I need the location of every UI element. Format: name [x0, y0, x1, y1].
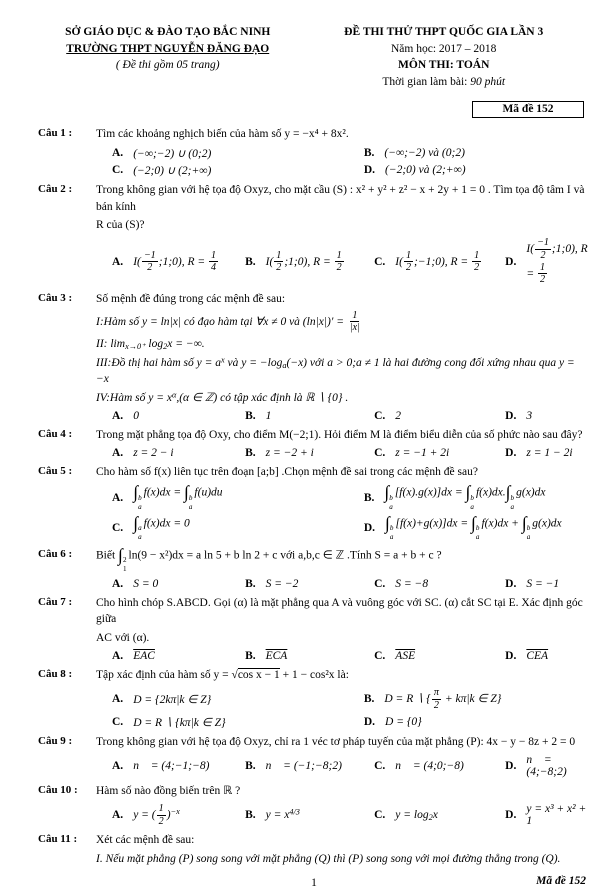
question-stem-line: I:Hàm số y = ln|x| có đạo hàm tại ∀x ≠ 0 và (ln|x|)′ = $\frac{1}{|x|}$: [96, 309, 360, 334]
option-letter: A.: [112, 146, 124, 159]
option-text: z = −1 + 2i: [395, 447, 450, 460]
option-letter: C.: [374, 577, 386, 590]
question-number: Câu 6 :: [38, 547, 73, 560]
option-text: (−∞;−2) ∪ (0;2): [133, 147, 212, 160]
option-text: ∫ a a f(x)dx = 0: [133, 512, 190, 541]
question-stem-line: Cho hàm số f(x) liên tục trên đoạn [a;b] .Chọn mệnh đề sai trong các mệnh đề sau?: [96, 466, 478, 479]
duration-line: [297, 74, 590, 91]
question-8: [38, 667, 590, 730]
option-a: [96, 144, 348, 161]
option-c: [96, 713, 348, 730]
header-left: [38, 24, 297, 91]
option-letter: C.: [374, 759, 386, 772]
option-a: [96, 236, 229, 288]
option-text: (−2;0) và (2;+∞): [385, 163, 466, 176]
option-letter: B.: [245, 809, 256, 822]
option-c: [96, 513, 348, 543]
option-letter: A.: [112, 255, 124, 268]
option-letter: D.: [505, 447, 517, 460]
pages-note: ( Đề thi gồm 05 trang): [115, 59, 220, 72]
question-10: [38, 783, 590, 829]
question-6: [38, 544, 590, 591]
option-text: $\overline{EAC}$: [133, 650, 155, 663]
option-letter: D.: [505, 759, 517, 772]
question-2: [38, 182, 590, 288]
option-letter: A.: [112, 759, 124, 772]
option-d: [489, 801, 590, 828]
school-name: TRƯỜNG THPT NGUYỄN ĐĂNG ĐẠO: [66, 42, 270, 55]
question-stem-line: Trong không gian với hệ tọa độ Oxyz, cho mặt cầu (S) : x² + y² + z² − x + 2y + 1 = 0 . Tìm tọa độ tâm I và bán kính: [96, 183, 585, 213]
option-letter: A.: [112, 693, 124, 706]
option-text: y = x³ + x² + 1: [526, 803, 587, 828]
option-letter: C.: [112, 522, 124, 535]
question-stem-line: Trong không gian với hệ tọa độ Oxyz, chỉ ra 1 véc tơ pháp tuyến của mặt phẳng (P): 4x − y − 8z + 2 = 0: [96, 735, 576, 748]
option-letter: C.: [112, 163, 124, 176]
school-year: Năm học: 2017 – 2018: [391, 42, 497, 55]
option-d: [489, 409, 590, 424]
option-text: $y = \log_2x$: [395, 809, 438, 823]
option-text: D = {0}: [385, 715, 422, 728]
option-d: [489, 752, 590, 779]
footer-page-number: 1: [311, 877, 317, 890]
option-d: [489, 446, 590, 461]
option-c: [358, 409, 489, 424]
question-9: [38, 734, 590, 780]
question-number: Câu 3 :: [38, 291, 73, 304]
question-7: [38, 595, 590, 664]
option-text: (−2;0) ∪ (2;+∞): [133, 164, 212, 177]
duration-label: Thời gian làm bài:: [382, 76, 471, 89]
option-a: [96, 686, 348, 713]
option-b: [229, 446, 358, 461]
question-stem-line: I. Nếu mặt phẳng (P) song song với mặt phẳng (Q) thì (P) song song với mọi đường thẳng trong (Q).: [96, 852, 561, 865]
option-text: n⃗ = (−1;−8;2): [265, 759, 342, 772]
department-name: SỞ GIÁO DỤC & ĐÀO TẠO BẮC NINH: [65, 26, 271, 38]
question-number: Câu 9 :: [38, 734, 73, 747]
option-letter: C.: [112, 715, 124, 728]
question-stem-line: Tập xác định của hàm số y = √cos x − 1 + 1 − cos²x là:: [96, 669, 349, 682]
option-c: [358, 446, 489, 461]
option-letter: B.: [245, 759, 256, 772]
option-text: S = −8: [395, 577, 429, 590]
option-letter: C.: [374, 809, 386, 822]
question-stem-line: Biết ∫ 2 1 ln(9 − x²)dx = a ln 5 + b ln 2 + c với a,b,c ∈ ℤ .Tính S = a + b + c ?: [96, 544, 442, 574]
option-text: S = 0: [133, 577, 159, 590]
question-11: [38, 832, 590, 869]
option-c: [96, 161, 348, 178]
option-d: [489, 576, 590, 591]
option-b: [229, 236, 358, 288]
option-text: I( $\frac{-1}{2}$ ;1;0), R = $\frac{1}{4}$: [133, 249, 217, 274]
footer: [38, 873, 590, 891]
option-letter: B.: [245, 255, 256, 268]
question-3: [38, 291, 590, 424]
option-text: D = R ∖ { $\frac{\pi}{2}$ + kπ|k ∈ Z}: [384, 687, 502, 711]
question-stem-line: Trong mặt phẳng tọa độ Oxy, cho điểm M(−2;1). Hỏi điểm M là điểm biểu diễn của số phức nào sau đây?: [96, 429, 583, 442]
option-letter: A.: [112, 447, 124, 460]
option-text: ∫ b a [f(x).g(x)]dx = ∫ b a f(x)dx.∫ b a g(x)dx: [384, 482, 546, 511]
question-stem-line: II: $\lim_{x\to 0^+} \log_2x$ = −∞.: [96, 337, 205, 351]
option-b: [348, 483, 590, 513]
option-letter: D.: [505, 650, 517, 663]
option-c: [358, 576, 489, 591]
question-list: [38, 126, 590, 873]
option-text: z = −2 + i: [265, 447, 314, 460]
option-letter: C.: [374, 447, 386, 460]
option-text: I( $\frac{1}{2}$ ;1;0), R = $\frac{1}{2}$: [265, 249, 342, 274]
option-text: ∫ b a f(x)dx = ∫ b a f(u)du: [133, 482, 223, 511]
option-b: [229, 576, 358, 591]
option-text: ∫ b a [f(x)+g(x)]dx = ∫ b a f(x)dx + ∫ b a g(x)dx: [385, 512, 562, 541]
option-d: [348, 713, 590, 730]
option-text: y = ( $\frac{1}{2}$ )$^{-x}$: [133, 802, 180, 827]
option-letter: B.: [245, 650, 256, 663]
duration-value: 90 phút: [470, 76, 506, 89]
question-stem-line: IV:Hàm số $y = x^\alpha,(\alpha$ ∈ ℤ) có tập xác định là ℝ ∖ {0} .: [96, 390, 349, 404]
option-letter: A.: [112, 410, 124, 423]
option-text: z = 2 − i: [133, 447, 174, 460]
question-number: Câu 2 :: [38, 182, 73, 195]
header-right: [297, 24, 590, 91]
option-text: $\overline{CEA}$: [526, 650, 549, 663]
option-letter: D.: [505, 410, 517, 423]
exam-code-box: Mã đề 152: [472, 101, 584, 118]
option-letter: A.: [112, 492, 124, 505]
option-letter: B.: [245, 447, 256, 460]
option-letter: D.: [505, 809, 517, 822]
option-text: 1: [265, 410, 272, 423]
option-text: S = −2: [265, 577, 299, 590]
question-stem-line: Cho hình chóp S.ABCD. Gọi (α) là mặt phẳng qua A và vuông góc với SC. (α) cắt SC tại E. Xác định góc giữa: [96, 596, 583, 626]
question-stem-line: AC với (α).: [96, 631, 150, 644]
option-text: $\overline{ECA}$: [265, 650, 288, 663]
option-text: n⃗ = (4;−8;2): [526, 753, 567, 778]
question-number: Câu 1 :: [38, 126, 73, 139]
option-text: 0: [133, 410, 139, 423]
option-b: [229, 752, 358, 779]
option-text: $\overline{ASE}$: [395, 650, 416, 663]
option-letter: A.: [112, 650, 124, 663]
option-a: [96, 409, 229, 424]
option-b: [348, 686, 590, 713]
option-a: [96, 576, 229, 591]
option-d: [348, 513, 590, 543]
question-stem-line: III:Đồ thị hai hàm số $y = a^x$ và $y = -\log_a(-x)$ với a > 0;a ≠ 1 là hai đường cong đối xứng nhau qua y = −x: [96, 354, 575, 386]
option-a: [96, 752, 229, 779]
question-stem-line: Hàm số nào đồng biến trên ℝ ?: [96, 784, 241, 797]
option-letter: A.: [112, 577, 124, 590]
option-d: [489, 649, 590, 664]
option-text: D = {2kπ|k ∈ Z}: [133, 694, 212, 707]
question-number: Câu 5 :: [38, 465, 73, 478]
question-stem-line: Số mệnh đề đúng trong các mệnh đề sau:: [96, 292, 286, 305]
option-a: [96, 446, 229, 461]
option-text: (−∞;−2) và (0;2): [384, 146, 465, 159]
option-b: [229, 649, 358, 664]
question-stem-line: R của (S)?: [96, 219, 145, 232]
option-c: [358, 649, 489, 664]
option-text: I( $\frac{-1}{2}$ ;1;0), R = $\frac{1}{2}$: [526, 237, 588, 286]
question-4: [38, 427, 590, 461]
option-c: [358, 236, 489, 288]
option-b: [229, 801, 358, 828]
option-letter: B.: [245, 410, 256, 423]
option-letter: D.: [363, 163, 376, 176]
question-stem-line: Xét các mệnh đề sau:: [96, 834, 195, 847]
option-d: [489, 236, 590, 288]
question-5: [38, 464, 590, 543]
question-number: Câu 4 :: [38, 428, 73, 441]
option-letter: D.: [363, 522, 376, 535]
option-c: [358, 752, 489, 779]
option-c: [358, 801, 489, 828]
subject-name: MÔN THI: TOÁN: [398, 59, 490, 72]
option-letter: A.: [112, 809, 124, 822]
option-b: [348, 144, 590, 161]
question-stem-line: Tìm các khoảng nghịch biến của hàm số y = −x⁴ + 8x².: [96, 127, 349, 140]
question-number: Câu 10 :: [38, 783, 78, 796]
option-text: D = R ∖ {kπ|k ∈ Z}: [133, 716, 226, 729]
option-text: n⃗ = (4;−1;−8): [133, 759, 210, 772]
footer-exam-code: Mã đề 152: [536, 875, 586, 888]
option-letter: D.: [505, 255, 517, 268]
option-text: $y = x^{4/3}$: [265, 807, 300, 822]
option-a: [96, 801, 229, 828]
option-text: I( $\frac{1}{2}$ ;−1;0), R = $\frac{1}{2}$: [395, 249, 480, 274]
option-letter: D.: [505, 577, 517, 590]
option-a: [96, 483, 348, 513]
option-b: [229, 409, 358, 424]
option-text: 2: [395, 410, 402, 423]
option-letter: C.: [374, 410, 386, 423]
option-letter: D.: [363, 715, 376, 728]
question-number: Câu 8 :: [38, 668, 73, 681]
question-number: Câu 11 :: [38, 833, 78, 846]
option-letter: B.: [245, 577, 256, 590]
question-number: Câu 7 :: [38, 595, 73, 608]
header: [38, 24, 590, 91]
option-letter: B.: [363, 492, 375, 505]
option-letter: B.: [363, 693, 375, 706]
option-letter: C.: [374, 255, 386, 268]
option-text: S = −1: [526, 577, 560, 590]
option-letter: B.: [363, 146, 375, 159]
exam-title: ĐỀ THI THỬ THPT QUỐC GIA LẦN 3: [344, 26, 544, 38]
option-letter: C.: [374, 650, 386, 663]
option-d: [348, 161, 590, 178]
option-text: n⃗ = (4;0;−8): [395, 759, 464, 772]
question-1: [38, 126, 590, 179]
option-a: [96, 649, 229, 664]
option-text: z = 1 − 2i: [526, 447, 573, 460]
option-text: 3: [526, 410, 533, 423]
